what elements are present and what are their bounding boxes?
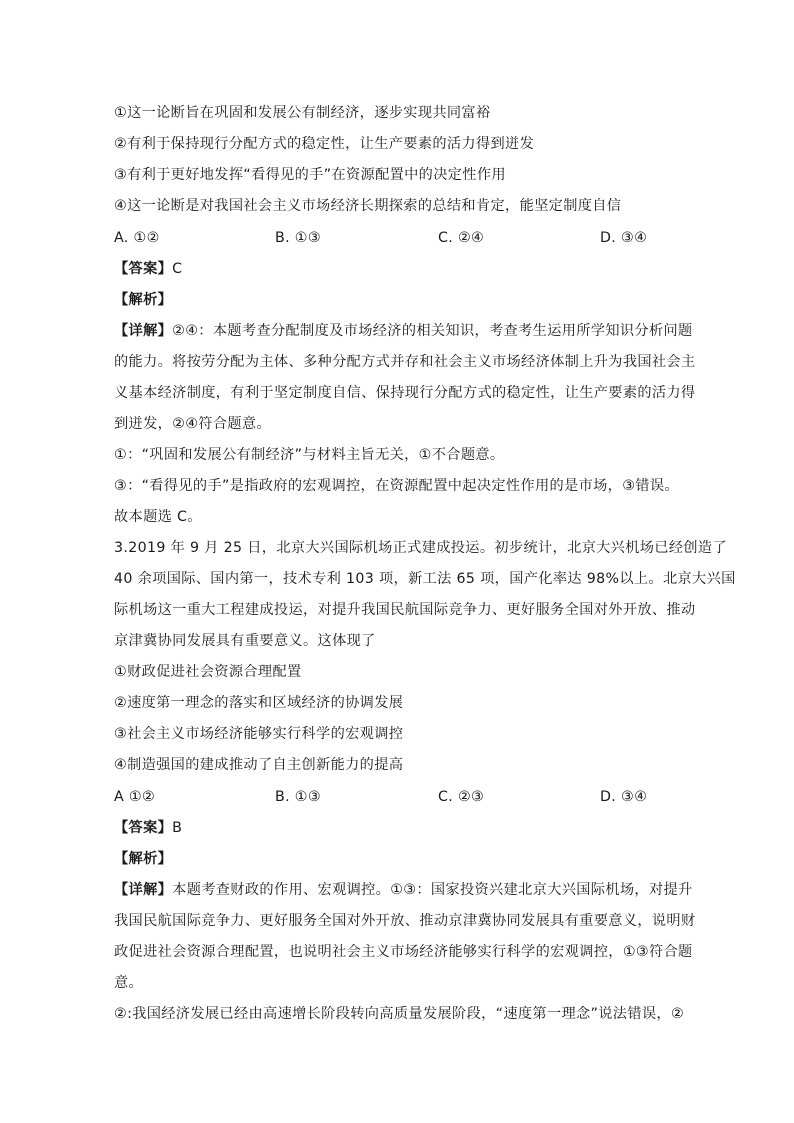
q2-choice-d: D. ③④ [600, 230, 648, 246]
q2-detail-line-3: 义基本经济制度，有利于坚定制度自信、保持现行分配方式的稳定性，让生产要素的活力得 [114, 385, 696, 401]
q3-analysis-tag: 【解析】 [114, 851, 173, 867]
q2-analysis-tag: 【解析】 [114, 292, 173, 308]
q2-option-4: ④这一论断是对我国社会主义市场经济长期探索的总结和肯定，能坚定制度自信 [114, 198, 622, 214]
q3-choice-d: D. ③④ [600, 789, 648, 805]
q3-option-2: ②速度第一理念的落实和区域经济的协调发展 [114, 695, 404, 711]
q3-choice-a: A ①② [114, 789, 156, 805]
answer-tag: 【答案】 [114, 820, 173, 836]
q2-option-3: ③有利于更好地发挥“看得见的手”在资源配置中的决定性作用 [114, 167, 506, 183]
q3-choice-c: C. ②③ [438, 789, 485, 805]
q3-option-1: ①财政促进社会资源合理配置 [114, 664, 302, 680]
q2-choice-c: C. ②④ [438, 230, 485, 246]
detail-tag: 【详解】 [114, 882, 173, 898]
detail-text: ②④：本题考查分配制度及市场经济的相关知识，考查考生运用所学知识分析问题 [172, 323, 693, 339]
q3-option-3: ③社会主义市场经济能够实行科学的宏观调控 [114, 726, 404, 742]
answer-tag: 【答案】 [114, 261, 173, 277]
q3-stem-line-1: 3.2019 年 9 月 25 日，北京大兴国际机场正式建成投运。初步统计，北京大兴机场已经创造了 [114, 540, 727, 556]
q3-detail-line-3: 政促进社会资源合理配置，也说明社会主义市场经济能够实行科学的宏观调控，①③符合题 [114, 944, 693, 960]
q2-detail-line-4: 到迸发，②④符合题意。 [114, 416, 271, 432]
q2-choice-b: B. ①③ [275, 230, 321, 246]
q3-stem-line-3: 际机场这一重大工程建成投运，对提升我国民航国际竞争力、更好服务全国对外开放、推动 [114, 602, 696, 618]
q3-note-2: ②:我国经济发展已经由高速增长阶段转向高质量发展阶段，“速度第一理念”说法错误，② [114, 1006, 685, 1022]
q3-stem-line-4: 京津冀协同发展具有重要意义。这体现了 [114, 633, 376, 649]
q2-answer [114, 259, 684, 279]
q2-detail-line-1 [114, 321, 693, 341]
q3-option-4: ④制造强国的建成推动了自主创新能力的提高 [114, 757, 404, 773]
q2-option-1: ①这一论断旨在巩固和发展公有制经济，逐步实现共同富裕 [114, 105, 491, 121]
q3-detail-line-1 [114, 880, 693, 900]
q3-choice-b: B. ①③ [275, 789, 321, 805]
answer-value: B [172, 820, 183, 836]
q3-detail-line-2: 我国民航国际竞争力、更好服务全国对外开放、推动京津冀协同发展具有重要意义，说明财 [114, 913, 696, 929]
q2-option-2: ②有利于保持现行分配方式的稳定性，让生产要素的活力得到迸发 [114, 136, 535, 152]
q2-detail-line-2: 的能力。将按劳分配为主体、多种分配方式并存和社会主义市场经济体制上升为我国社会主 [114, 354, 696, 370]
detail-tag: 【详解】 [114, 323, 173, 339]
q3-stem-line-2: 40 余项国际、国内第一，技术专利 103 项，新工法 65 项，国产化率达 98%以上。北京大兴国 [114, 571, 736, 587]
q3-detail-line-4: 意。 [114, 975, 144, 991]
q2-choice-a: A. ①② [114, 230, 160, 246]
answer-value: C [172, 261, 183, 277]
q3-answer [114, 818, 684, 838]
q2-note-3: ③：“看得见的手”是指政府的宏观调控，在资源配置中起决定性作用的是市场，③错误。 [114, 478, 679, 494]
q2-note-1: ①：“巩固和发展公有制经济”与材料主旨无关，①不合题意。 [114, 447, 505, 463]
detail-text: 本题考查财政的作用、宏观调控。①③：国家投资兴建北京大兴国际机场，对提升 [172, 882, 693, 898]
q2-conclusion: 故本题选 C。 [114, 509, 202, 525]
